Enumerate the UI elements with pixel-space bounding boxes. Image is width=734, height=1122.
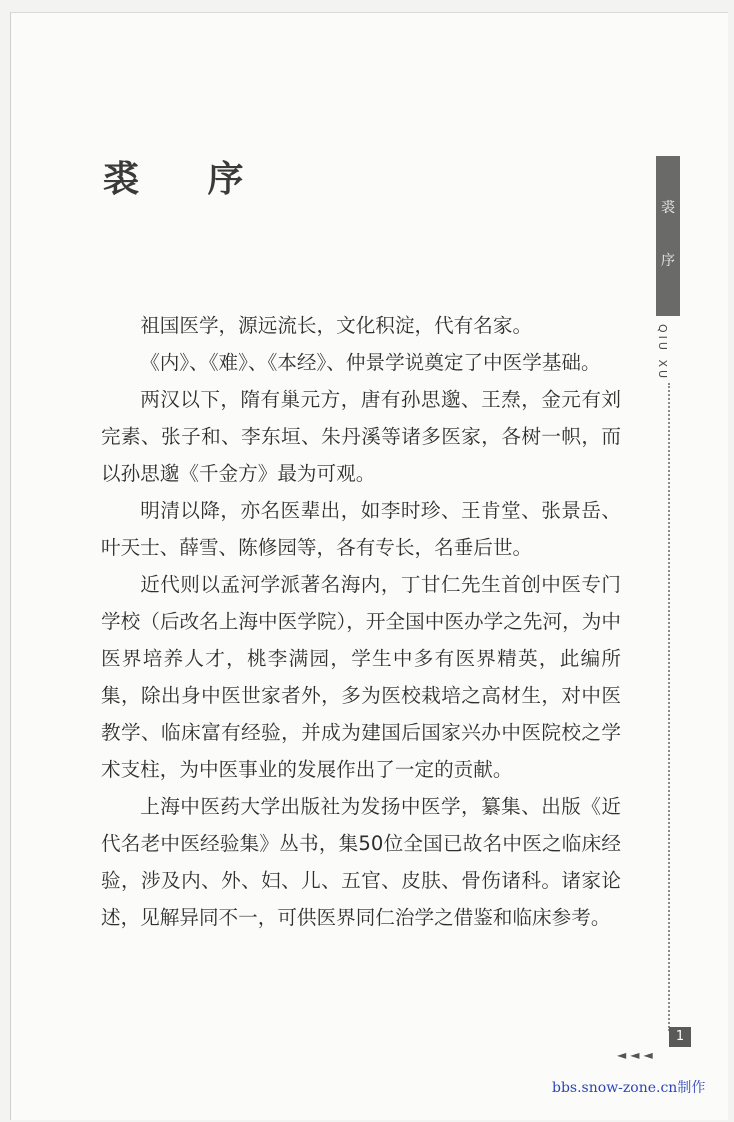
side-tab-char-2: 序 (661, 253, 675, 269)
left-arrows-icon: ◄◄◄ (617, 1048, 657, 1062)
book-page (10, 12, 728, 1120)
paragraph-3: 两汉以下，隋有巢元方，唐有孙思邈、王焘，金元有刘完素、张子和、李东垣、朱丹溪等诸多医家，各树一帜，而以孙思邈《千金方》最为可观。 (101, 388, 621, 485)
paragraph-2: 《内》、《难》、《本经》、仲景学说奠定了中医学基础。 (140, 351, 601, 374)
chapter-side-tab (656, 156, 680, 316)
page-title: 裘 序 (103, 158, 272, 200)
paragraph-4: 明清以降，亦名医辈出，如李时珍、王肯堂、张景岳、叶天士、薛雪、陈修园等，各有专长，名垂后世。 (101, 499, 621, 559)
side-pinyin-label (654, 324, 682, 384)
paragraph-6: 上海中医药大学出版社为发扬中医学，纂集、出版《近代名老中医经验集》丛书，集50位全国已故名中医之临床经验，涉及内、外、妇、儿、五官、皮肤、骨伤诸科。诸家论述，见解异同不一，可供医界同仁治学之借鉴和临床参考。 (101, 795, 621, 929)
page-number-badge: 1 (669, 1027, 691, 1047)
dotted-margin-rule (668, 383, 670, 1031)
watermark-text: bbs.snow-zone.cn制作 (552, 1080, 706, 1096)
preface-body (101, 307, 621, 936)
paragraph-5: 近代则以孟河学派著名海内，丁甘仁先生首创中医专门学校（后改名上海中医学院），开全国中医办学之先河，为中医界培养人才，桃李满园，学生中多有医界精英，此编所集，除出身中医世家者外，多为医校栽培之高材生，对中医教学、临床富有经验，并成为建国后国家兴办中医院校之学术支柱，为中医事业的发展作出了一定的贡献。 (101, 573, 621, 781)
side-pinyin-text: QIU XU (656, 324, 669, 382)
side-tab-char-1: 裘 (661, 200, 675, 216)
paragraph-1: 祖国医学，源远流长，文化积淀，代有名家。 (140, 314, 533, 337)
